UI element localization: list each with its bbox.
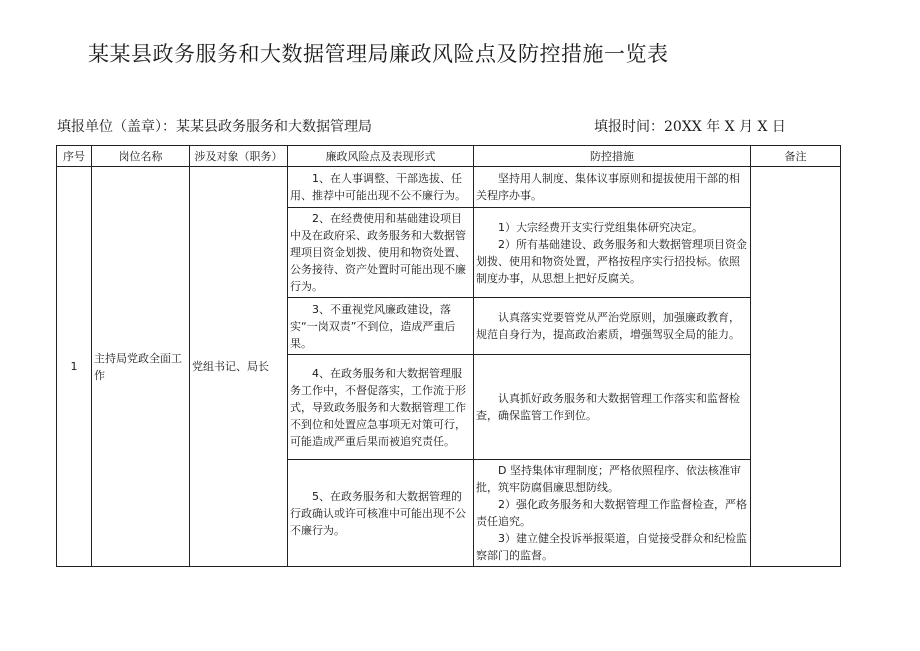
measure-item: 2）强化政务服务和大数据管理工作监督检查，严格责任追究。: [476, 498, 747, 528]
remark-cell: [751, 167, 841, 567]
seq-cell: 1: [57, 167, 92, 567]
measure-item: 1）大宗经费开支实行党组集体研究决定。: [498, 220, 703, 234]
measure-item: D 坚持集体审理制度；严格依照程序、依法核准审批，筑牢防腐倡廉思想防线。: [476, 464, 741, 494]
header-risk: 廉政风险点及表现形式: [288, 146, 474, 167]
post-name-cell: 主持局党政全面工作: [92, 167, 190, 567]
header-seq: 序号: [57, 146, 92, 167]
header-post: 岗位名称: [92, 146, 190, 167]
risk-cell-5: 5、在政务服务和大数据管理的行政确认或许可核准中可能出现不公不廉行为。: [288, 460, 474, 567]
header-remark: 备注: [751, 146, 841, 167]
document-title: 某某县政务服务和大数据管理局廉政风险点及防控措施一览表: [88, 42, 669, 66]
risk-control-table: [56, 145, 841, 567]
measure-item: 3）建立健全投诉举报渠道，自觉接受群众和纪检监察部门的监督。: [476, 532, 747, 562]
reporting-date: 填报时间：20XX 年 X 月 X 日: [594, 119, 786, 135]
measure-cell-1: 坚持用人制度、集体议事原则和提拔使用干部的相关程序办事。: [474, 167, 751, 208]
measure-cell-3: 认真落实党要管党从严治党原则，加强廉政教育，规范自身行为，提高政治素质，增强驾驭全局的能力。: [474, 298, 751, 355]
measure-cell-2: [474, 208, 751, 298]
measure-item: 2）所有基础建设、政务服务和大数据管理项目资金划拨、使用和物资处置，严格按程序实行招投标。依照制度办事，从思想上把好反腐关。: [476, 237, 747, 285]
risk-cell-4: 4、在政务服务和大数据管理服务工作中，不督促落实，工作流于形式，导致政务服务和大数据管理工作不到位和处置应急事项无对策可行，可能造成严重后果而被追究责任。: [288, 355, 474, 460]
risk-cell-1: 1、在人事调整、干部选拔、任用、推荐中可能出现不公不廉行为。: [288, 167, 474, 208]
measure-cell-4: 认真抓好政务服务和大数据管理工作落实和监督检查，确保监管工作到位。: [474, 355, 751, 460]
measure-cell-5: [474, 460, 751, 567]
header-measures: 防控措施: [474, 146, 751, 167]
reporting-unit: 填报单位（盖章）：某某县政务服务和大数据管理局: [57, 119, 372, 135]
header-object: 涉及对象（职务）: [190, 146, 288, 167]
table-header-row: [57, 146, 841, 167]
risk-cell-3: 3、不重视党风廉政建设，落实“一岗双责”不到位，造成严重后果。: [288, 298, 474, 355]
object-cell: 党组书记、局长: [190, 167, 288, 567]
risk-cell-2: 2、在经费使用和基础建设项目中及在政府采、政务服务和大数据管理项目资金划拨、使用和物资处置、公务接待、资产处置时可能出现不廉行为。: [288, 208, 474, 298]
table-row: [57, 167, 841, 208]
